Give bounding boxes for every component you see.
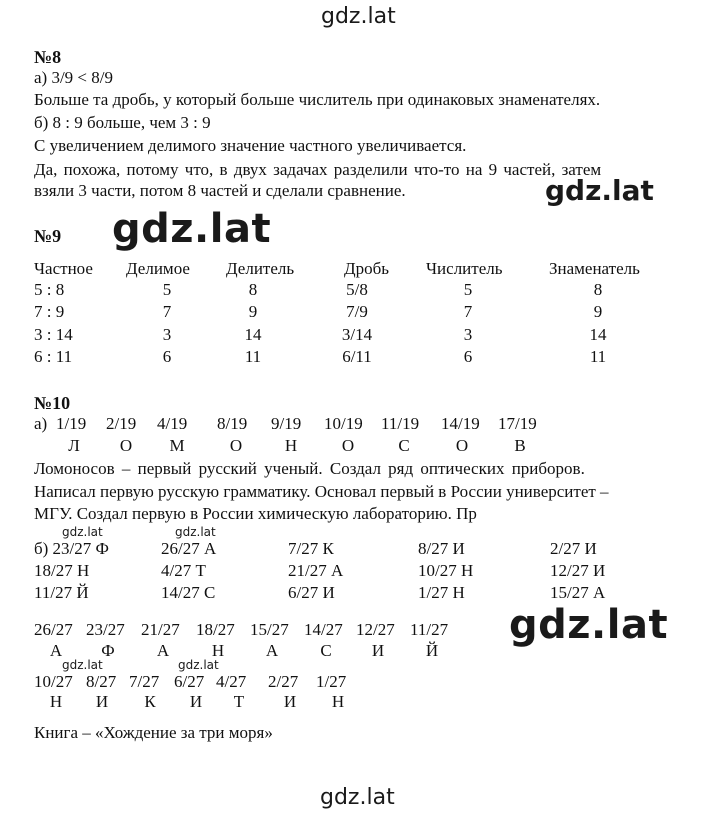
- table-cell: 6: [463, 347, 473, 366]
- letter: О: [119, 436, 133, 455]
- letter: И: [95, 692, 109, 711]
- grid-cell: 8/27 И: [418, 539, 465, 558]
- task10-book: Книга – «Хождение за три моря»: [34, 723, 273, 742]
- letter: А: [156, 641, 170, 660]
- task10-text-1: Ломоносов – первый русский ученый. Создал ряд оптических приборов.: [34, 459, 585, 478]
- fraction: 14/27: [304, 620, 343, 639]
- table-cell: 3: [162, 325, 172, 344]
- letter: И: [189, 692, 203, 711]
- table-cell: 5: [162, 280, 172, 299]
- fraction: 17/19: [498, 414, 537, 433]
- letter: Н: [211, 641, 225, 660]
- fraction: 14/19: [441, 414, 480, 433]
- table-cell: 8: [248, 280, 258, 299]
- grid-cell: 11/27 Й: [34, 583, 89, 602]
- task8-line-b: б) 8 : 9 больше, чем 3 : 9: [34, 113, 211, 132]
- part-label: а): [34, 414, 48, 433]
- task8-line-a-text: Больше та дробь, у который больше числитель при одинаковых знаменателях.: [34, 90, 601, 109]
- fraction: 7/27: [129, 672, 160, 691]
- table-header: Делимое: [126, 259, 190, 278]
- grid-cell: 26/27 А: [161, 539, 217, 558]
- table-cell: 14: [589, 325, 607, 344]
- watermark-top: gdz.lat: [321, 4, 396, 29]
- fraction: 1/19: [56, 414, 87, 433]
- fraction: 15/27: [250, 620, 289, 639]
- grid-cell: 6/27 И: [288, 583, 335, 602]
- fraction: 26/27: [34, 620, 73, 639]
- task8-line-b-text: С увеличением делимого значение частного увеличивается.: [34, 136, 467, 155]
- table-header: Частное: [34, 259, 93, 278]
- task10-heading: №10: [34, 393, 71, 413]
- fraction: 11/27: [410, 620, 449, 639]
- watermark-mid-right: gdz.lat: [545, 174, 660, 207]
- table-cell: 9: [593, 302, 603, 321]
- task8-line-c2: взяли 3 части, потом 8 частей и сделали сравнение.: [34, 181, 406, 200]
- table-header: Знаменатель: [549, 259, 640, 278]
- task10-text-3: МГУ. Создал первую в России химическую лабораторию. Пр: [34, 504, 477, 523]
- table-header: Числитель: [426, 259, 503, 278]
- grid-cell: 4/27 Т: [161, 561, 206, 580]
- letter: О: [341, 436, 355, 455]
- letter: С: [398, 436, 410, 455]
- letter: И: [371, 641, 385, 660]
- task8-line-c1: Да, похожа, потому что, в двух задачах разделили что-то на 9 частей, затем: [34, 160, 602, 179]
- watermark-large-left: gdz.lat: [112, 206, 272, 252]
- letter: А: [265, 641, 279, 660]
- letter: С: [320, 641, 332, 660]
- fraction: 23/27: [86, 620, 125, 639]
- fraction: 11/19: [381, 414, 420, 433]
- fraction: 9/19: [271, 414, 302, 433]
- grid-cell: 18/27 Н: [34, 561, 90, 580]
- table-header: Делитель: [226, 259, 295, 278]
- grid-cell: б) 23/27 Ф: [34, 539, 109, 558]
- task10-text-2: Написал первую русскую грамматику. Основал первый в России университет –: [34, 482, 609, 501]
- letter: К: [144, 692, 156, 711]
- watermark-bottom: gdz.lat: [320, 785, 395, 810]
- letter: Н: [284, 436, 298, 455]
- fraction: 2/19: [106, 414, 137, 433]
- fraction: 18/27: [196, 620, 235, 639]
- grid-cell: 7/27 К: [288, 539, 334, 558]
- letter: А: [49, 641, 63, 660]
- table-cell: 5 : 8: [34, 280, 65, 299]
- letter: В: [514, 436, 526, 455]
- table-cell: 7 : 9: [34, 302, 65, 321]
- grid-cell: 10/27 Н: [418, 561, 474, 580]
- fraction: 10/27: [34, 672, 73, 691]
- table-cell: 7: [162, 302, 172, 321]
- watermark-small-2: gdz.lat: [175, 525, 216, 539]
- letter: Н: [49, 692, 63, 711]
- grid-cell: 2/27 И: [550, 539, 597, 558]
- task9-heading: №9: [34, 226, 62, 246]
- grid-cell: 1/27 Н: [418, 583, 465, 602]
- fraction: 12/27: [356, 620, 395, 639]
- fraction: 21/27: [141, 620, 180, 639]
- table-cell: 3: [463, 325, 473, 344]
- fraction: 4/27: [216, 672, 247, 691]
- letter: Т: [233, 692, 245, 711]
- fraction: 10/19: [324, 414, 363, 433]
- fraction: 6/27: [174, 672, 205, 691]
- watermark-small-4: gdz.lat: [178, 658, 219, 672]
- fraction: 1/27: [316, 672, 347, 691]
- fraction: 8/27: [86, 672, 117, 691]
- table-cell: 6: [162, 347, 172, 366]
- table-cell: 8: [593, 280, 603, 299]
- grid-cell: 15/27 А: [550, 583, 606, 602]
- fraction: 2/27: [268, 672, 299, 691]
- letter: И: [283, 692, 297, 711]
- grid-cell: 14/27 С: [161, 583, 216, 602]
- letter: Й: [425, 641, 439, 660]
- letter: Ф: [101, 641, 115, 660]
- grid-cell: 21/27 А: [288, 561, 344, 580]
- letter: О: [455, 436, 469, 455]
- table-cell: 3 : 14: [34, 325, 73, 344]
- letter: Л: [68, 436, 80, 455]
- fraction: 4/19: [157, 414, 188, 433]
- table-cell: 11: [589, 347, 607, 366]
- table-cell: 6/11: [342, 347, 372, 366]
- letter: Н: [331, 692, 345, 711]
- grid-cell: 12/27 И: [550, 561, 606, 580]
- table-cell: 14: [244, 325, 262, 344]
- table-cell: 3/14: [341, 325, 373, 344]
- table-cell: 6 : 11: [34, 347, 73, 366]
- table-cell: 5: [463, 280, 473, 299]
- watermark-small-1: gdz.lat: [62, 525, 103, 539]
- letter: О: [229, 436, 243, 455]
- table-cell: 9: [248, 302, 258, 321]
- table-cell: 11: [244, 347, 262, 366]
- watermark-small-3: gdz.lat: [62, 658, 103, 672]
- letter: М: [169, 436, 185, 455]
- fraction: 8/19: [217, 414, 248, 433]
- task8-heading: №8: [34, 47, 62, 67]
- watermark-large-right: gdz.lat: [503, 602, 674, 648]
- table-cell: 7: [463, 302, 473, 321]
- table-cell: 5/8: [346, 280, 368, 299]
- table-header: Дробь: [344, 259, 389, 278]
- task8-line-a: а) 3/9 < 8/9: [34, 68, 113, 87]
- table-cell: 7/9: [346, 302, 368, 321]
